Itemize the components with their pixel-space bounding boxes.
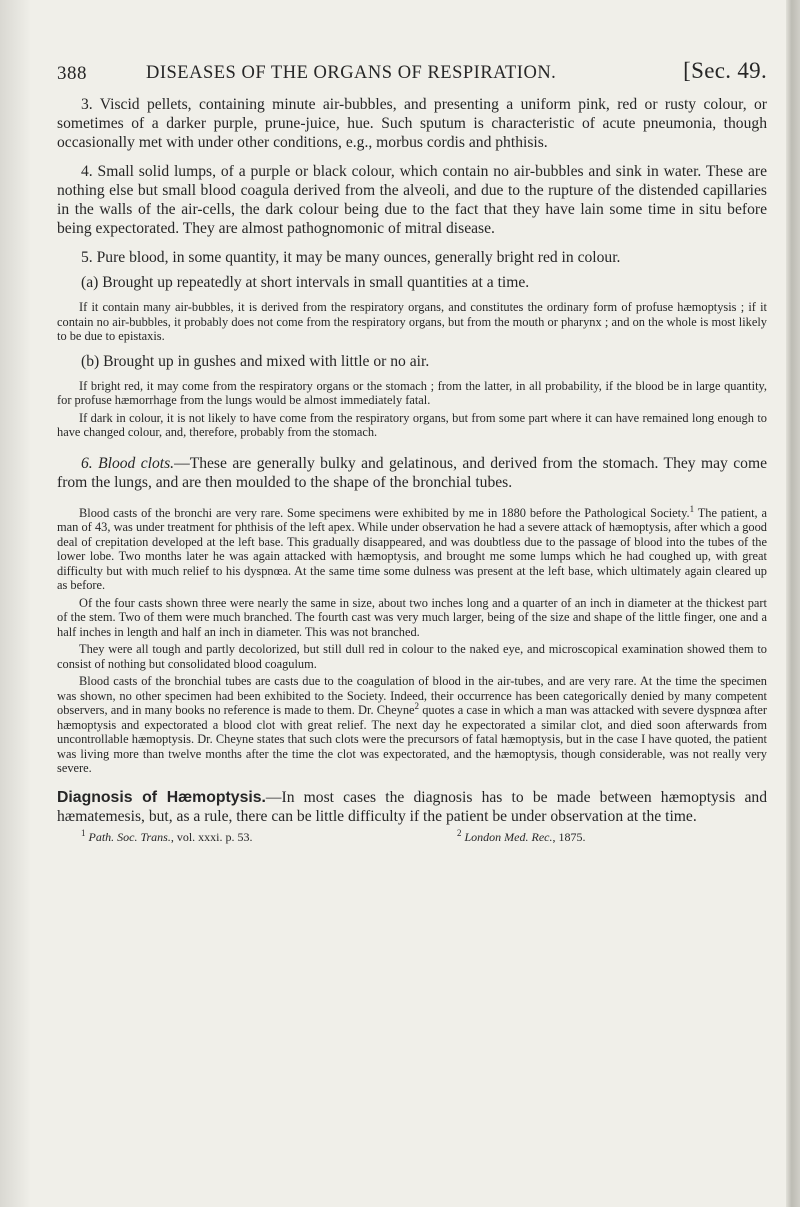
page-edge	[786, 0, 800, 1207]
casts-paragraph-4	[57, 674, 767, 776]
footnote-2-title: London Med. Rec.	[464, 829, 553, 844]
footnote-1	[81, 827, 253, 845]
footnote-1-mark: 1	[81, 827, 86, 838]
footnote-ref-2: 2	[414, 700, 420, 711]
diagnosis-heading: Diagnosis of Hæmoptysis.	[57, 788, 266, 806]
paragraph-5a: (a) Brought up repeatedly at short intervals in small quantities at a time.	[81, 274, 530, 291]
note-5a	[57, 300, 767, 344]
footnote-ref-1: 1	[689, 503, 695, 514]
note-5b	[57, 379, 767, 440]
casts-paragraph-1-b: The patient, a man of 43, was under treatment for phthisis of the left apex. While under observation he had a severe attack of hæmoptysis, after which a good deal of crepitation developed at the left base. This gradually disappeared, and was doubtless due to the passage of blood into the tubes of the lower lobe. Two months later he was again attacked with hæmoptysis, and brought me some lumps which he had coughed up, with great difficulty but with much relief to his dyspnœa. At the same time some dulness was present at the left base, which ultimately again cleared up as before.	[57, 505, 767, 592]
main-text-6	[57, 454, 767, 492]
diagnosis-paragraph	[57, 788, 767, 826]
casts-paragraph-1	[57, 503, 767, 593]
paragraph-4: 4. Small solid lumps, of a purple or black colour, which contain no air-bubbles and sink in water. These are nothing else but small blood coagula derived from the alveoli, and due to the rupture of the distended capillaries in the walls of the air-cells, the dark colour being due to the fact that they have lain some time in situ before being expectorated. They are almost pathognomonic of mitral disease.	[57, 163, 767, 237]
casts-paragraph-2: Of the four casts shown three were nearly the same in size, about two inches long and a quarter of an inch in diameter at the thickest part of the stem. Two of them were much branched. The fourth cast was very much larger, being of the size and shape of the little finger, one and a half inches in length and half an inch in diameter. This was not branched.	[57, 595, 767, 639]
footnotes	[57, 827, 767, 848]
casts-paragraph-1-a: Blood casts of the bronchi are very rare. Some specimens were exhibited by me in 1880 before the Pathological Society.	[79, 505, 690, 520]
casts-paragraph-4-b: quotes a case in which a man was attacked with severe dyspnœa after hæmoptysis and expectorated a blood clot with great relief. The next day he expectorated a similar clot, and died soon afterwards from uncontrollable hæmoptysis. Dr. Cheyne states that such clots were the precursors of fatal hæmoptysis, but in the case I have quoted, the patient was living more than twelve months after the time the clot was expectorated, and the hæmoptysis, though considerable, was not really very severe.	[57, 703, 767, 775]
paragraph-6-body: —These are generally bulky and gelatinous, and derived from the stomach. They may come from the lungs, and are then moulded to the shape of the bronchial tubes.	[57, 454, 767, 491]
page-number: 388	[57, 63, 87, 84]
footnote-2-mark: 2	[457, 827, 462, 838]
casts-paragraph-4-a: Blood casts of the bronchial tubes are casts due to the coagulation of blood in the air-tubes, and are very rare. At the time the specimen was shown, no other specimen had been exhibited to the Society. Indeed, their occurrence has been categorically denied by many competent observers, and in many books no reference is made to them. Dr. Cheyne	[57, 674, 767, 717]
paragraph-6	[57, 454, 767, 492]
footnote-1-rest: , vol. xxxi. p. 53.	[170, 829, 253, 844]
note-5b-text-2: If dark in colour, it is not likely to have come from the respiratory organs, but from some part where it can have remained long enough to have changed colour, and, therefore, probably from the stomach.	[57, 410, 767, 439]
running-title: DISEASES OF THE ORGANS OF RESPIRATION.	[146, 63, 557, 83]
paragraph-3: 3. Viscid pellets, containing minute air-bubbles, and presenting a uniform pink, red or rusty colour, or sometimes of a darker purple, prune-juice, hue. Such sputum is characteristic of acute pneumonia, though occasionally met with under other conditions, e.g., morbus cordis and phthisis.	[57, 96, 767, 151]
casts-paragraph-3: They were all tough and partly decolorized, but still dull red in colour to the naked eye, and microscopical examination showed them to consist of nothing but consolidated blood coagulum.	[57, 642, 767, 671]
footnote-2	[457, 827, 586, 845]
main-text	[57, 95, 767, 292]
blood-clots-heading: 6. Blood clots.	[81, 454, 175, 472]
diagnosis-body: —In most cases the diagnosis has to be made between hæmoptysis and hæmatemesis, but, as a rule, there can be little difficulty if the patient be under observation at the time.	[57, 788, 767, 825]
main-text-5b	[57, 352, 767, 371]
footnote-1-title: Path. Soc. Trans.	[88, 829, 171, 844]
main-text-diagnosis	[57, 788, 767, 826]
page-content	[57, 57, 767, 848]
paragraph-5: 5. Pure blood, in some quantity, it may be many ounces, generally bright red in colour.	[81, 249, 621, 266]
running-header	[57, 57, 767, 95]
footnote-2-rest: , 1875.	[552, 829, 586, 844]
paragraph-5b: (b) Brought up in gushes and mixed with little or no air.	[81, 352, 430, 370]
note-5a-text: If it contain many air-bubbles, it is derived from the respiratory organs, and constitutes the ordinary form of profuse hæmoptysis ; if it contain no air-bubbles, it probably does not come from the respiratory organs, but from the mouth or pharynx ; and on the whole is most likely to be due to epistaxis.	[57, 300, 767, 343]
note-5b-text-1: If bright red, it may come from the respiratory organs or the stomach ; from the latter, in all probability, if the blood be in large quantity, for profuse hæmorrhage from the lungs would be almost immediately fatal.	[57, 378, 767, 407]
blood-casts-notes	[57, 503, 767, 776]
section-marker: [Sec. 49.	[683, 58, 767, 83]
page-gutter-shadow	[0, 0, 30, 1207]
